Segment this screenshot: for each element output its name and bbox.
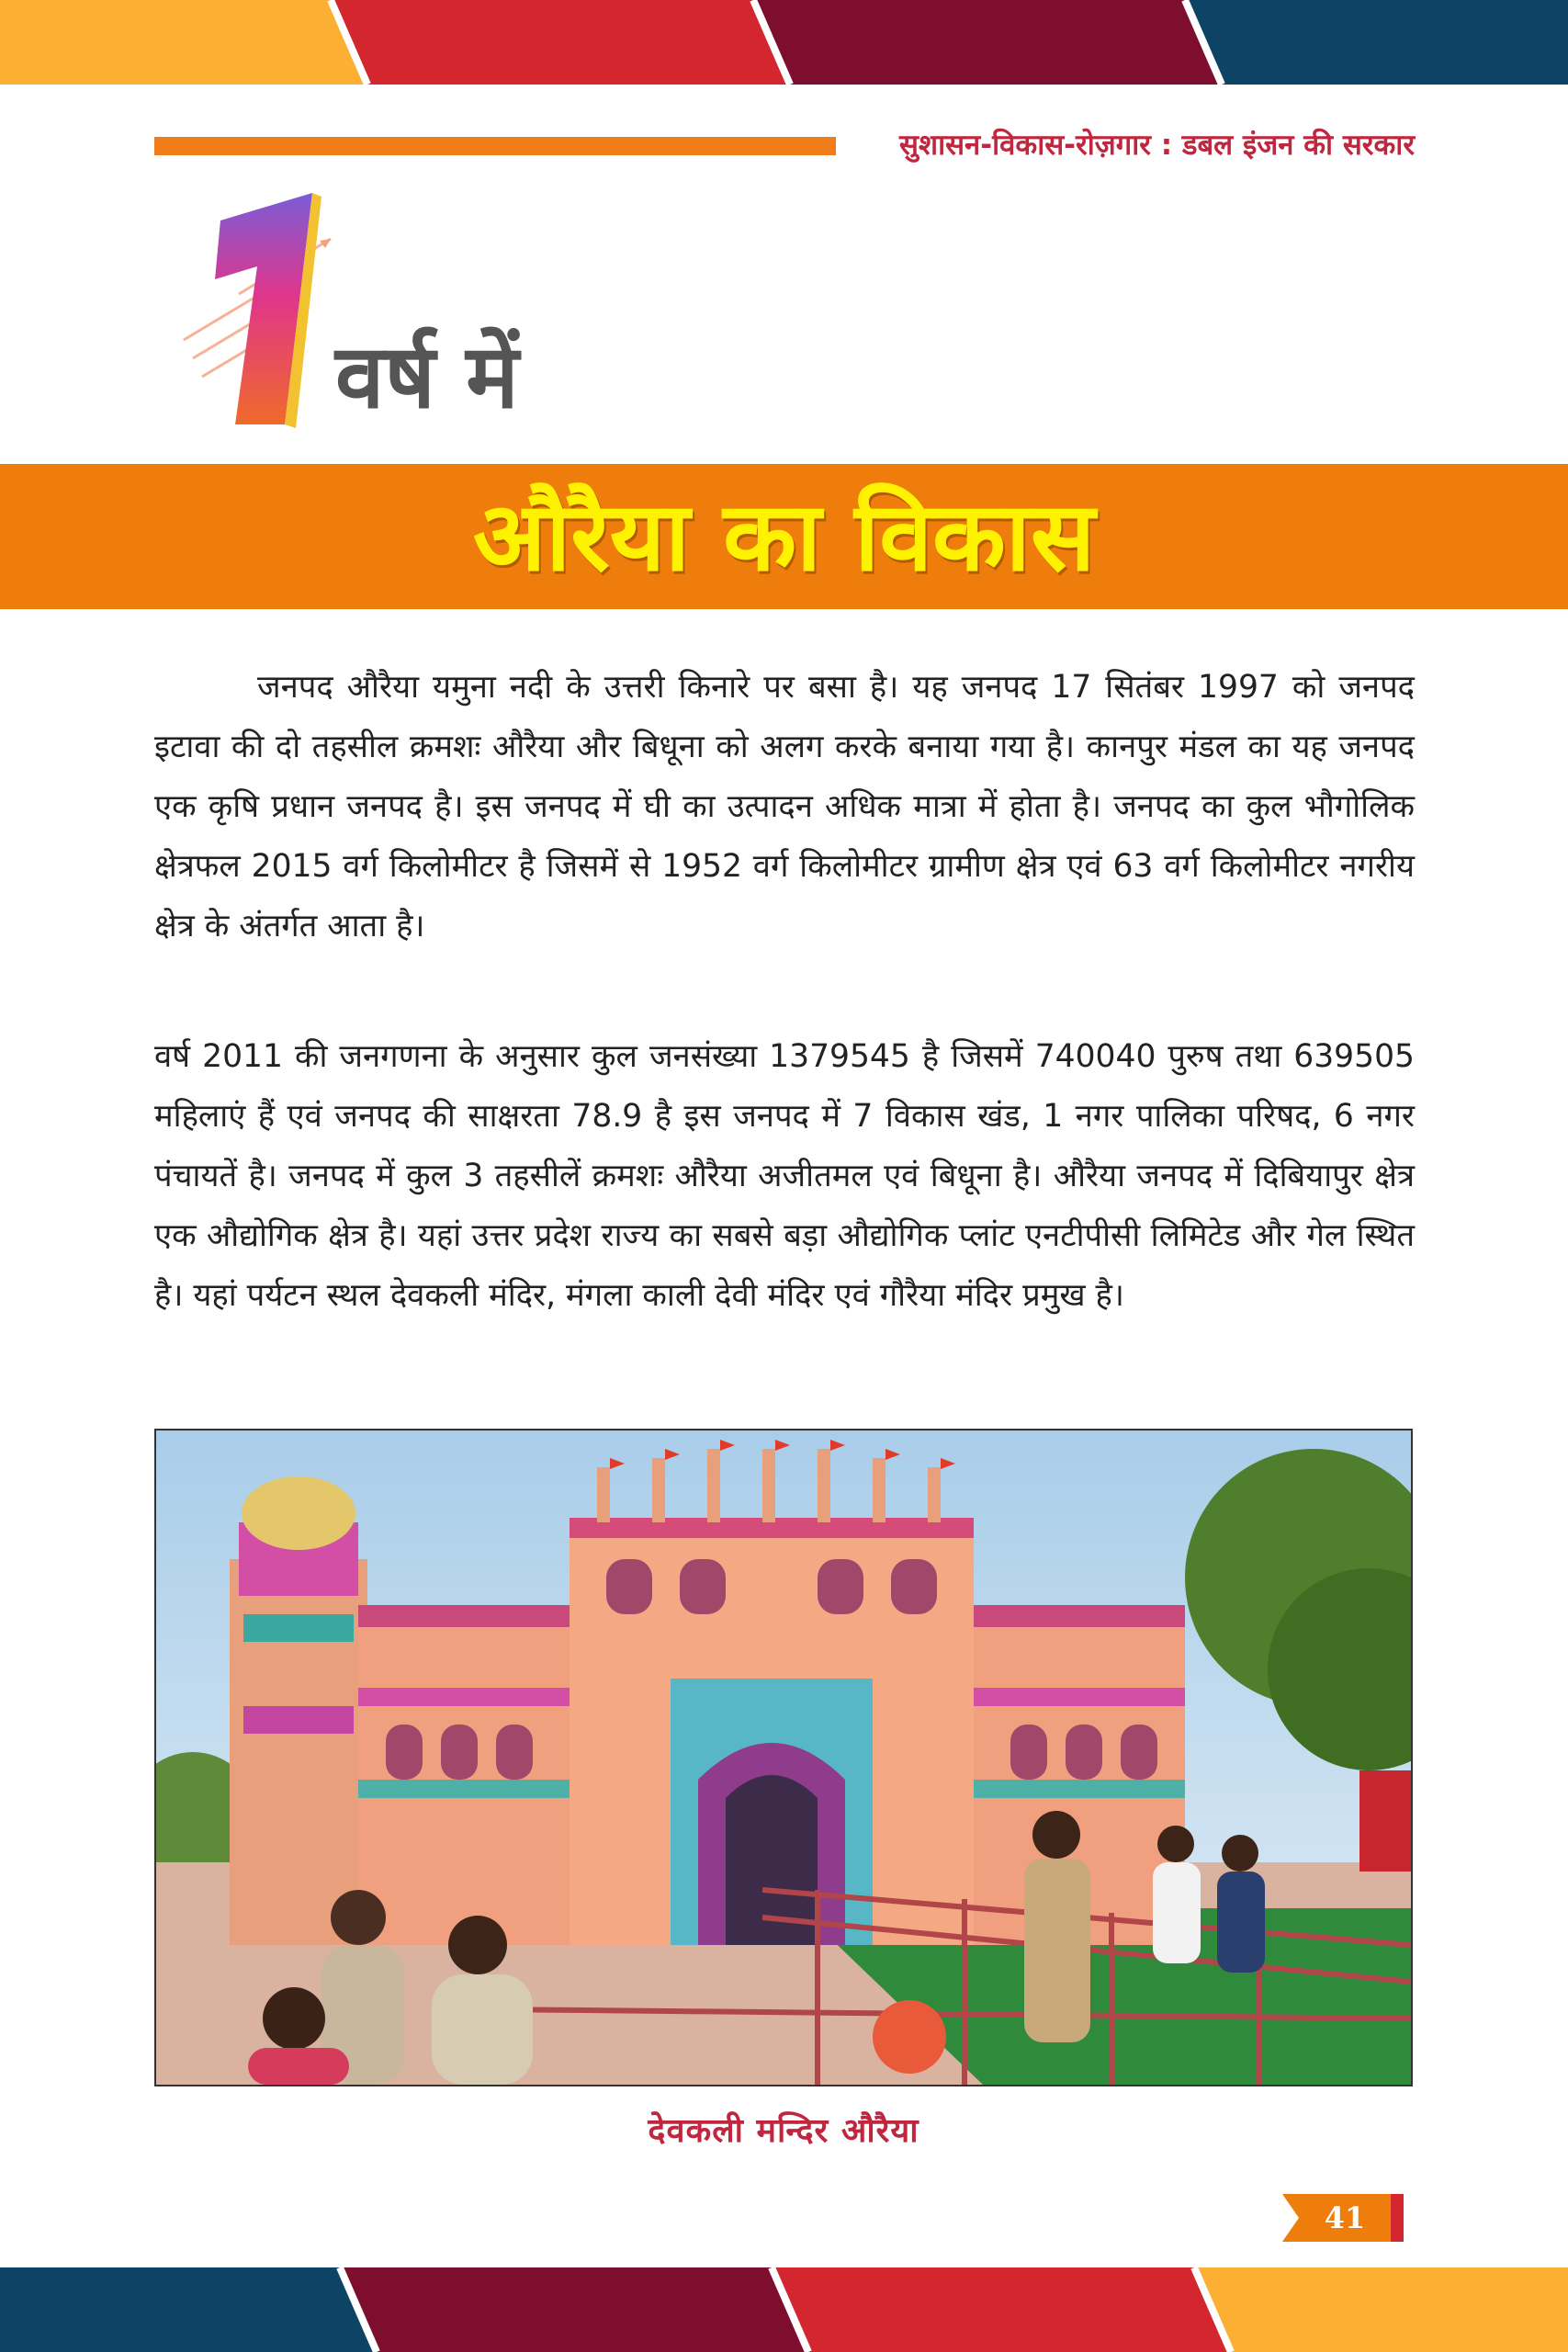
year-text: वर्ष में (335, 324, 519, 428)
header-title: सुशासन-विकास-रोज़गार : डबल इंजन की सरकार (899, 129, 1415, 162)
body-paragraph-1: जनपद औरैया यमुना नदी के उत्तरी किनारे पर बसा है। यह जनपद 17 सितंबर 1997 को जनपद इटावा की दो तहसील क्रमशः औरैया और बिधूना को अलग करके बनाया गया है। कानपुर मंडल का यह जनपद एक कृषि प्रधान जनपद है। इस जनपद में घी का उत्पादन अधिक मात्रा में होता है। जनपद का कुल भौगोलिक क्षेत्रफल 2015 वर्ग किलोमीटर है जिसमें से 1952 वर्ग किलोमीटर ग्रामीण क्षेत्र एवं 63 वर्ग किलोमीटर नगरीय क्षेत्र के अंतर्गत आता है। (154, 669, 1415, 944)
big-number-one (175, 184, 358, 441)
bottom-color-band (0, 2267, 1568, 2352)
banner-title: औरैया का विकास (472, 480, 1096, 593)
body-paragraph-2: वर्ष 2011 की जनगणना के अनुसार कुल जनसंख्या 1379545 है जिसमें 740040 पुरुष तथा 639505 महिलाएं हैं एवं जनपद की साक्षरता 78.9 है इस जनपद में 7 विकास खंड, 1 नगर पालिका परिषद, 6 नगर पंचायतें है। जनपद में कुल 3 तहसीलें क्रमशः औरैया अजीतमल एवं बिधूना है। औरैया जनपद में दिबियापुर क्षेत्र एक औद्योगिक क्षेत्र है। यहां उत्तर प्रदेश राज्य का सबसे बड़ा औद्योगिक प्लांट एनटीपीसी लिमिटेड और गेल स्थित है। यहां पर्यटन स्थल देवकली मंदिर, मंगला काली देवी मंदिर एवं गौरैया मंदिर प्रमुख है। (154, 1038, 1415, 1314)
page-number: 41 (1324, 2200, 1366, 2235)
photo-caption: देवकली मन्दिर औरैया (648, 2112, 919, 2150)
title-banner (0, 464, 1568, 609)
temple-photo (154, 1429, 1413, 2086)
header-rule (154, 137, 836, 155)
top-color-band (0, 0, 1568, 85)
